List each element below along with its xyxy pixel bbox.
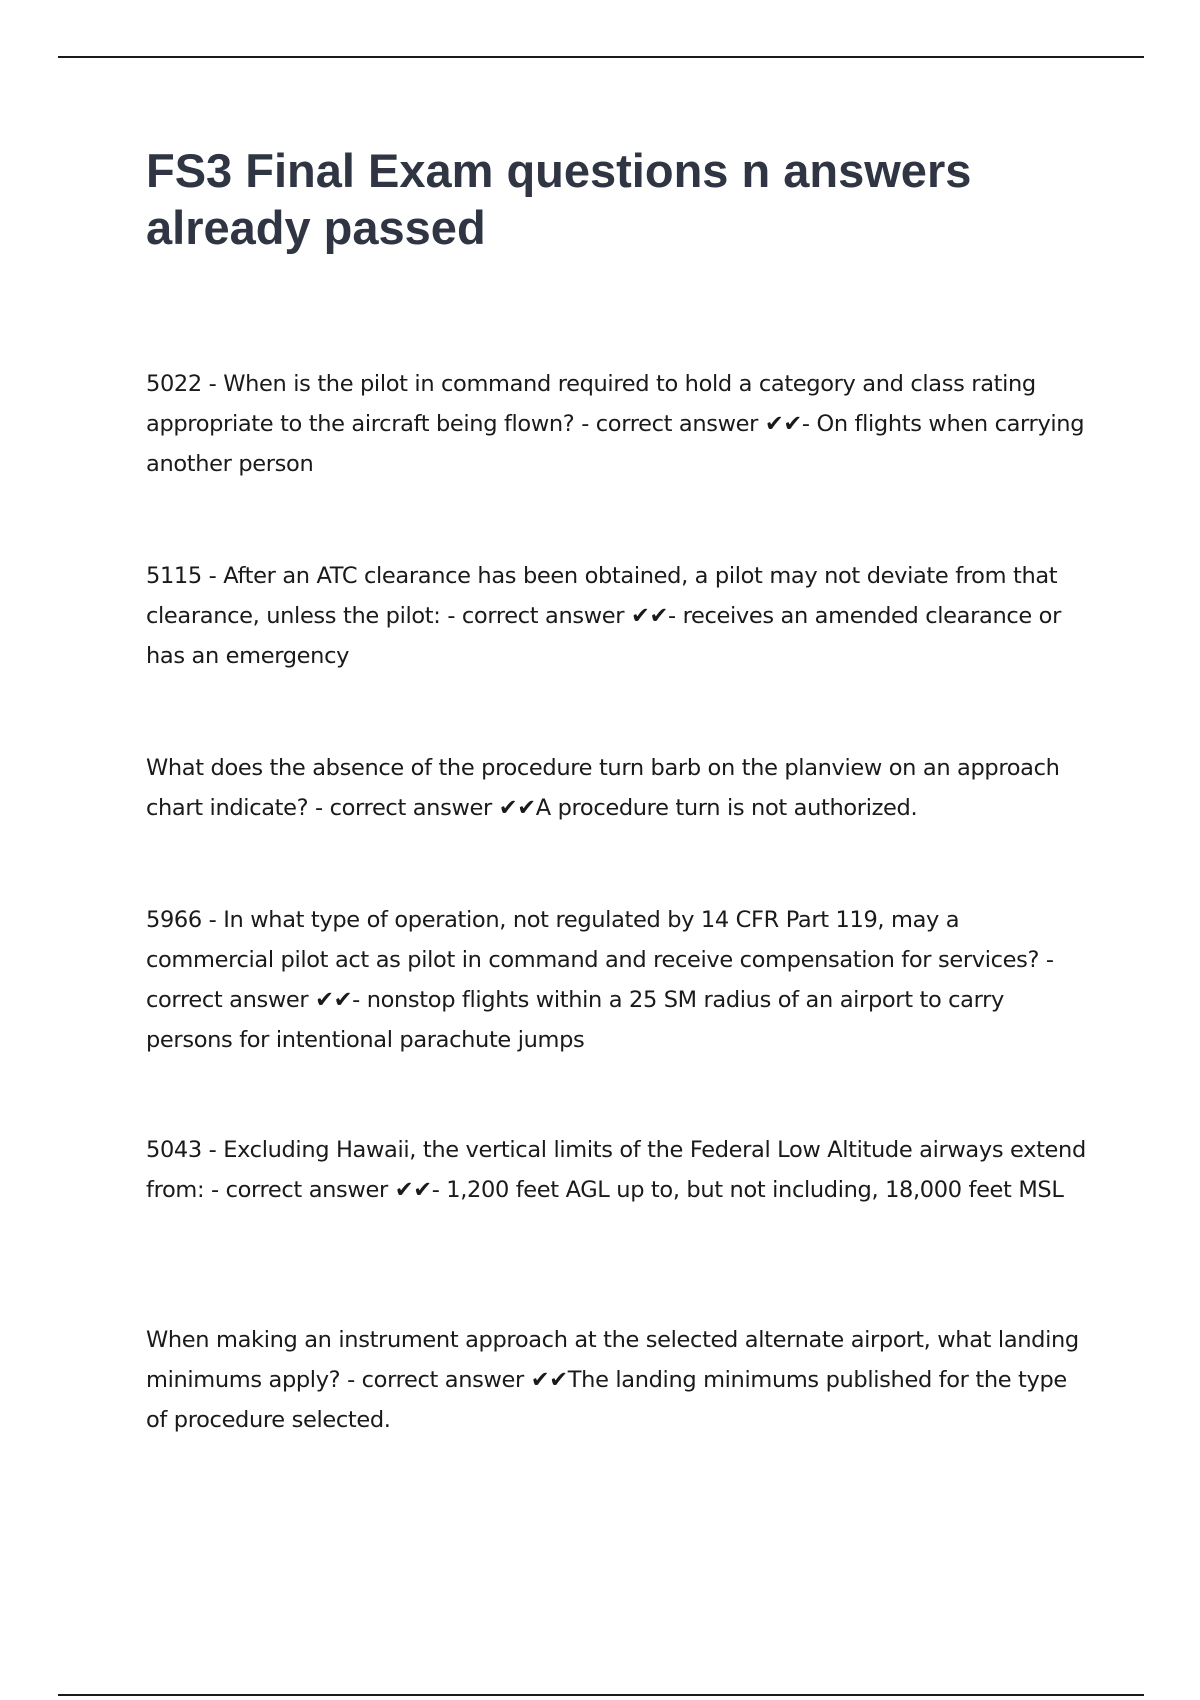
question-text: 5043 - Excluding Hawaii, the vertical limits of the Federal Low Altitude airways extend from: [146, 1137, 1086, 1203]
qa-item [146, 748, 1086, 828]
answer-separator: - correct answer [340, 1367, 531, 1393]
qa-item [146, 364, 1086, 484]
answer-text: - On flights when carrying another person [146, 411, 1085, 477]
answer-text: - 1,200 feet AGL up to, but not including, 18,000 feet MSL [431, 1177, 1064, 1203]
answer-text: - nonstop flights within a 25 SM radius of an airport to carry persons for intentional parachute jumps [146, 987, 1004, 1053]
checkmark-icon: ✔✔ [394, 1177, 432, 1203]
question-text: 5022 - When is the pilot in command required to hold a category and class rating appropriate to the aircraft being flown? [146, 371, 1036, 437]
qa-item [146, 1130, 1086, 1210]
question-text: 5115 - After an ATC clearance has been obtained, a pilot may not deviate from that clearance, unless the pilot: [146, 563, 1058, 629]
answer-separator: - correct answer [440, 603, 631, 629]
qa-item [146, 900, 1086, 1060]
question-text: 5966 - In what type of operation, not regulated by 14 CFR Part 119, may a commercial pilot act as pilot in command and receive compensation for services? [146, 907, 1040, 973]
answer-separator: - correct answer [574, 411, 765, 437]
answer-separator: - correct answer [308, 795, 499, 821]
checkmark-icon: ✔✔ [498, 795, 536, 821]
bottom-divider [58, 1694, 1144, 1696]
qa-item [146, 1320, 1086, 1440]
answer-text: The landing minimums published for the type of procedure selected. [146, 1367, 1067, 1433]
answer-separator: - correct answer [146, 947, 1054, 1013]
checkmark-icon: ✔✔ [530, 1367, 568, 1393]
qa-item [146, 556, 1086, 676]
answer-text: A procedure turn is not authorized. [535, 795, 918, 821]
checkmark-icon: ✔✔ [764, 411, 802, 437]
document-title: FS3 Final Exam questions n answers already passed [146, 144, 972, 254]
question-text: What does the absence of the procedure turn barb on the planview on an approach chart indicate? [146, 755, 1060, 821]
checkmark-icon: ✔✔ [315, 987, 353, 1013]
answer-separator: - correct answer [204, 1177, 395, 1203]
checkmark-icon: ✔✔ [631, 603, 669, 629]
question-text: When making an instrument approach at the selected alternate airport, what landing minimums apply? [146, 1327, 1079, 1393]
answer-text: - receives an amended clearance or has an emergency [146, 603, 1061, 669]
top-divider [58, 56, 1144, 58]
